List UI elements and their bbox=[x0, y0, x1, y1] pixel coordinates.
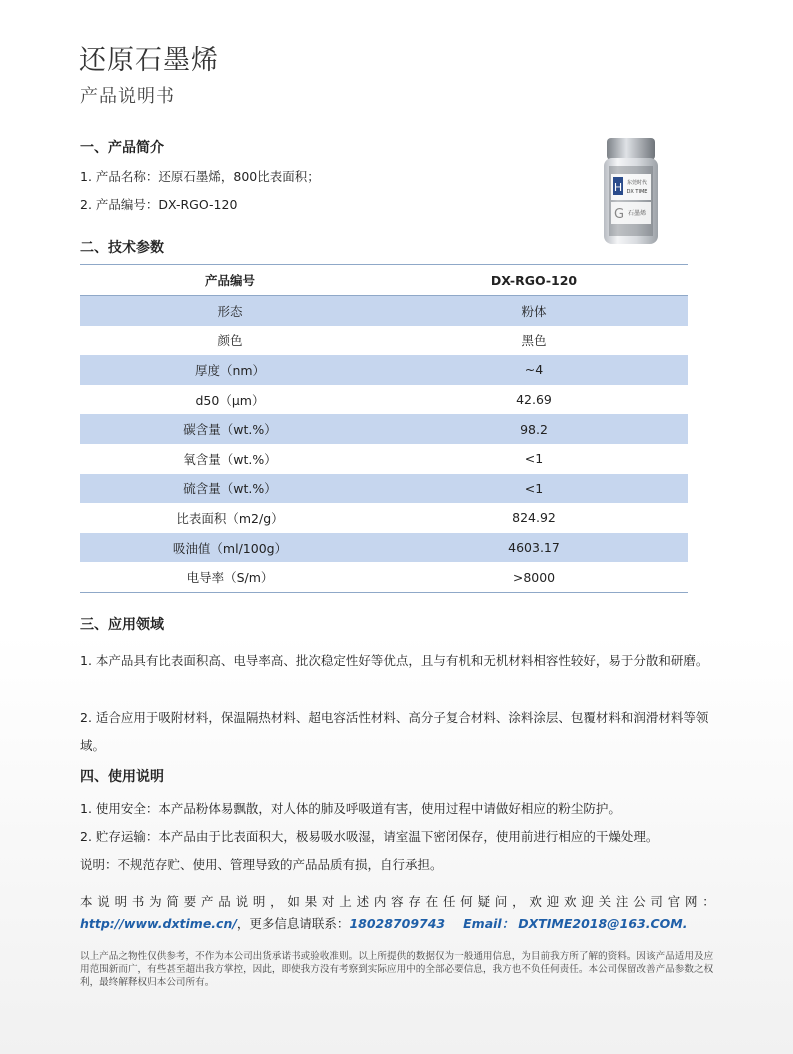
table-cell-value: 98.2 bbox=[520, 421, 548, 437]
section-heading-intro: 一、产品简介 bbox=[80, 140, 164, 156]
table-cell-value: 粉体 bbox=[521, 303, 547, 319]
table-cell-param: 颜色 bbox=[217, 333, 243, 349]
document-title: 还原石墨烯 bbox=[79, 45, 219, 76]
section-heading-applications: 三、应用领域 bbox=[80, 617, 164, 633]
table-row bbox=[80, 474, 688, 504]
svg-text:G: G bbox=[613, 207, 625, 222]
website-link[interactable]: http://www.dxtime.cn/ bbox=[80, 916, 237, 931]
table-cell-value: 824.92 bbox=[512, 510, 556, 526]
table-row bbox=[80, 414, 688, 444]
svg-text:石墨烯: 石墨烯 bbox=[627, 210, 647, 217]
svg-text:H: H bbox=[613, 181, 623, 194]
application-paragraph-2: 2. 适合应用于吸附材料，保温隔热材料、超电容活性材料、高分子复合材料、涂料涂层、包覆材料和润滑材料等领域。 bbox=[80, 710, 709, 753]
table-header-cell: 产品编号 bbox=[204, 273, 255, 288]
product-code-line: 2. 产品编号：DX-RGO-120 bbox=[80, 197, 238, 212]
table-cell-param: 氧含量（wt.%） bbox=[183, 451, 277, 467]
table-cell-param: d50（μm） bbox=[195, 392, 265, 408]
spec-table bbox=[80, 264, 688, 593]
table-cell-param: 碳含量（wt.%） bbox=[183, 422, 277, 438]
table-cell-param: 比表面积（m2/g） bbox=[176, 510, 284, 526]
svg-text:DX TIME: DX TIME bbox=[626, 189, 648, 195]
contact-intro: 本说明书为简要产品说明，如果对上述内容存在任何疑问，欢迎欢迎关注公司官网： bbox=[80, 894, 716, 909]
table-cell-param: 硫含量（wt.%） bbox=[183, 481, 277, 497]
application-paragraph-1: 1. 本产品具有比表面积高、电导率高、批次稳定性好等优点，且与有机和无机材料相容性较好，易于分散和研磨。 bbox=[80, 653, 709, 668]
table-header-cell: DX-RGO-120 bbox=[490, 272, 578, 288]
table-row bbox=[80, 355, 688, 385]
phone-number: 18028709743 bbox=[349, 916, 446, 931]
usage-note-line: 说明：不规范存贮、使用、管理导致的产品品质有损，自行承担。 bbox=[80, 857, 443, 872]
usage-safety-line: 1. 使用安全：本产品粉体易飘散，对人体的肺及呼吸道有害，使用过程中请做好相应的粉尘防护。 bbox=[80, 801, 621, 816]
table-cell-value: ~4 bbox=[524, 362, 544, 378]
email-address[interactable]: DXTIME2018@163.COM. bbox=[518, 916, 688, 931]
table-row bbox=[80, 326, 688, 356]
document-subtitle: 产品说明书 bbox=[80, 86, 175, 107]
usage-storage-line: 2. 贮存运输：本产品由于比表面积大，极易吸水吸湿，请室温下密闭保存，使用前进行相应的干燥处理。 bbox=[80, 829, 659, 844]
table-row bbox=[80, 385, 688, 415]
table-row bbox=[80, 503, 688, 533]
product-name-line: 1. 产品名称：还原石墨烯，800比表面积； bbox=[80, 169, 320, 184]
email-label: Email： bbox=[463, 916, 515, 931]
table-cell-value: 4603.17 bbox=[508, 540, 560, 556]
table-cell-param: 形态 bbox=[217, 303, 243, 319]
section-heading-specs: 二、技术参数 bbox=[80, 240, 164, 256]
table-cell-value: <1 bbox=[524, 480, 544, 496]
table-cell-value: <1 bbox=[524, 451, 544, 467]
table-cell-param: 厚度（nm） bbox=[194, 362, 266, 378]
table-cell-value: 42.69 bbox=[516, 392, 552, 408]
table-header-row bbox=[80, 265, 688, 296]
table-cell-value: 黑色 bbox=[521, 333, 547, 349]
svg-text:东莞时代: 东莞时代 bbox=[626, 180, 648, 186]
table-row bbox=[80, 562, 688, 592]
section-heading-usage: 四、使用说明 bbox=[80, 769, 164, 785]
table-cell-param: 电导率（S/m） bbox=[186, 570, 274, 586]
table-row bbox=[80, 533, 688, 563]
disclaimer-footnote: 以上产品之物性仅供参考，不作为本公司出货承诺书或验收准则。以上所提供的数据仅为一般通用信息，为目前我方所了解的资料。因该产品适用及应用范围新而广，有些甚至超出我方掌控，因此，即使我方没有考察到实际应用中的全部必要信息，我方也不负任何责任。本公司保留改善产品参数之权利，最终解释权归本公司所有。 bbox=[80, 951, 714, 988]
table-cell-param: 吸油值（ml/100g） bbox=[172, 540, 288, 556]
table-row bbox=[80, 444, 688, 474]
contact-details bbox=[80, 913, 716, 935]
table-cell-value: >8000 bbox=[512, 569, 556, 585]
contact-block bbox=[80, 891, 716, 935]
contact-more-text: ，更多信息请联系： bbox=[236, 916, 350, 931]
product-bottle-image bbox=[600, 136, 662, 246]
table-row bbox=[80, 296, 688, 326]
